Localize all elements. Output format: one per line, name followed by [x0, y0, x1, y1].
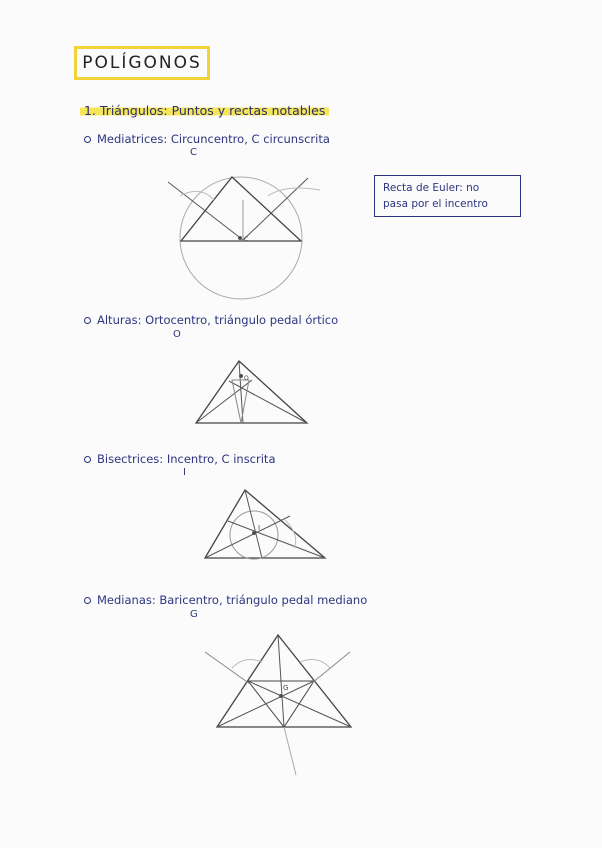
note-line: pasa por el incentro [383, 198, 488, 210]
construction-line [205, 652, 250, 684]
point-label: C [244, 236, 249, 243]
centroid-figure [205, 635, 351, 775]
altitude [196, 380, 252, 423]
construction-arc [300, 660, 330, 668]
triangle [181, 177, 301, 241]
construction-line [312, 652, 350, 683]
section-heading: 1. Triángulos: Puntos y rectas notables [80, 103, 329, 118]
page-title: POLÍGONOS [74, 46, 210, 80]
item-label: Medianas: Baricentro, triángulo pedal mediano [97, 593, 368, 607]
item-letter: I [183, 467, 186, 478]
item-letter: C [190, 147, 197, 158]
item-letter: O [173, 329, 181, 340]
triangle [205, 490, 325, 558]
construction-line [284, 727, 296, 775]
point-label: G [283, 684, 289, 692]
centroid-point [280, 695, 283, 698]
point-label: I [258, 524, 261, 532]
item-letter: G [190, 609, 198, 620]
incenter-figure [205, 490, 325, 559]
incenter-point [253, 532, 256, 535]
orthocenter-figure [196, 361, 307, 423]
item-label: Mediatrices: Circuncentro, C circunscrita [97, 132, 330, 146]
item-label: Bisectrices: Incentro, C inscrita [97, 452, 276, 466]
orthocenter-point [240, 375, 243, 378]
item-label: Alturas: Ortocentro, triángulo pedal órtico [97, 313, 339, 327]
perpendicular-bisector [168, 182, 243, 240]
note-line: Recta de Euler: no [383, 182, 480, 194]
circumcenter-point [238, 236, 241, 239]
point-label: O [244, 375, 249, 382]
